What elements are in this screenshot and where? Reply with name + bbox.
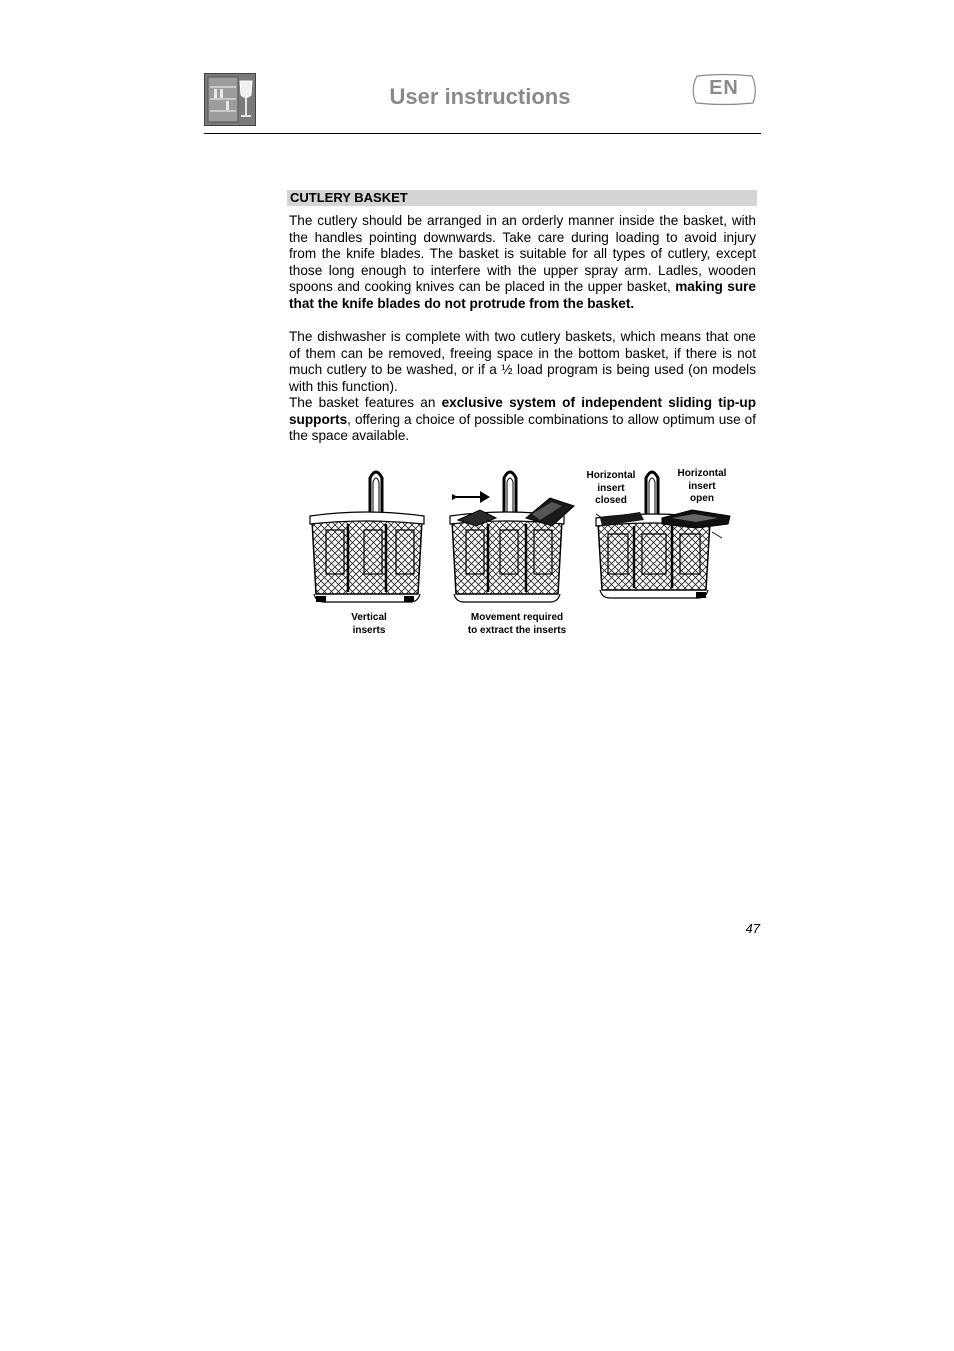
- paragraph-bold-feature: exclusive system of independent sliding tip-up supports: [289, 395, 757, 427]
- paragraph-text: The cutlery should be arranged in an orderly manner inside the basket, with the handles pointing downwards. Take care during loading to avoid injury from the knife blades. The basket is suitable for all types of cutlery, except those long enough to interfere with the upper spray arm. Ladles, wooden spoons and cooking knives can be placed in the upper basket,: [289, 213, 756, 295]
- language-badge: EN: [709, 77, 739, 99]
- header-divider: [204, 133, 761, 134]
- paragraph-bold-warning: making sure that the knife blades do not protrude from the basket.: [289, 279, 756, 311]
- paragraph-text: The basket features an: [289, 395, 442, 410]
- arrow-right-icon: [452, 491, 490, 503]
- caption-horizontal-insert-closed: Horizontal insert closed: [586, 470, 636, 506]
- section-title: CUTLERY BASKET: [287, 190, 757, 206]
- paragraph-cutlery-arrangement: [289, 213, 756, 313]
- cutlery-basket-extract-icon: [450, 472, 574, 602]
- page-number: 47: [745, 921, 760, 936]
- dishwasher-glass-icon: [204, 73, 256, 126]
- paragraph-two-baskets: The dishwasher is complete with two cutlery baskets, which means that one of them can be removed, freeing space in the bottom basket, if there is not much cutlery to be washed, or if a ½ load program is being used (on models with this function).: [289, 329, 756, 394]
- caption-movement-required: Movement required to extract the inserts: [467, 612, 567, 636]
- cutlery-basket-vertical-icon: [310, 472, 424, 602]
- page-title: User instructions: [389, 84, 571, 109]
- caption-vertical-inserts: Vertical inserts: [351, 612, 387, 636]
- paragraph-text: , offering a choice of possible combinations to allow optimum use of the space available.: [289, 411, 756, 444]
- caption-horizontal-insert-open: Horizontal insert open: [677, 468, 727, 504]
- paragraph-sliding-supports: [289, 395, 756, 445]
